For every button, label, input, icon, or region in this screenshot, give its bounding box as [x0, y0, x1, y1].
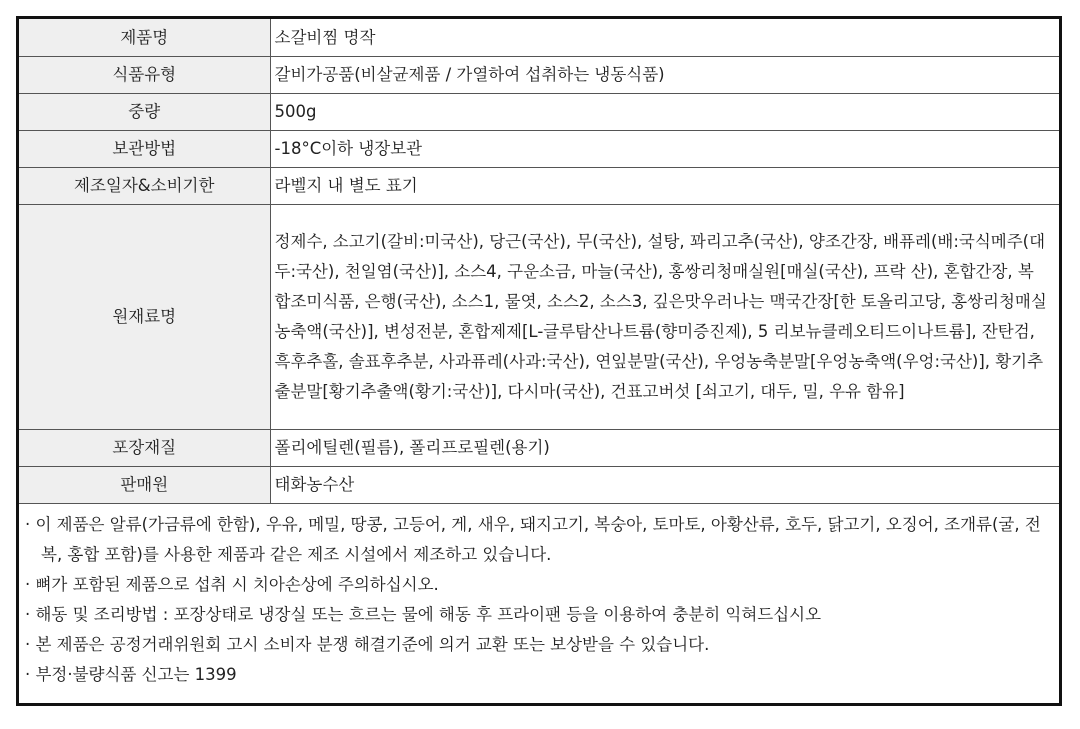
storage-label: 보관방법 [19, 130, 270, 167]
weight-label: 중량 [19, 93, 270, 130]
packaging-label: 포장재질 [19, 429, 270, 466]
notice-cooking-method: · 해동 및 조리방법 : 포장상태로 냉장실 또는 흐르는 물에 해동 후 프라이팬 등을 이용하여 충분히 익혀드십시오 [25, 604, 822, 624]
weight-value: 500g [270, 93, 1059, 130]
packaging-value: 폴리에틸렌(필름), 폴리프로필렌(용기) [270, 429, 1059, 466]
product-name-label: 제품명 [19, 19, 270, 56]
table-row-product-name [19, 19, 1059, 56]
notice-allergen: · 이 제품은 알류(가금류에 한함), 우유, 메밀, 땅콩, 고등어, 게, 새우, 돼지고기, 복숭아, 토마토, 아황산류, 호두, 닭고기, 오징어, 조개류(굴, 전복, 홍합 포함)를 사용한 제품과 같은 제조 시설에서 제조하고 있습니다. [25, 514, 1041, 564]
ingredients-value: 정제수, 소고기(갈비:미국산), 당근(국산), 무(국산), 설탕, 꽈리고추(국산), 양조간장, 배퓨레(배:국식메주(대두:국산), 천일염(국산)], 소스4, 구운소금, 마늘(국산), 홍쌍리청매실원[매실(국산), 프락 산), 혼합간장, 복합조미식품, 은행(국산), 소스1, 물엿, 소스2, 소스3, 깊은맛우러나는 맥국간장[한 토올리고당, 홍쌍리청매실농축액(국산)], 변성전분, 혼합제제[L-글루탐산나트륨(향미증진제), 5 리보뉴클레오티드이나트륨], 잔탄검, 흑후추홀, 솔표후추분, 사과퓨레(사과:국산), 연잎분말(국산), 우엉농축분말[우엉농축액(우엉:국산)], 황기추출분말[황기추출액(황기:국산)], 다시마(국산), 건표고버섯 [쇠고기, 대두, 밀, 우유 함유] [270, 204, 1059, 429]
food-type-label: 식품유형 [19, 56, 270, 93]
food-type-value: 갈비가공품(비살균제품 / 가열하여 섭취하는 냉동식품) [270, 56, 1059, 93]
product-name-value: 소갈비찜 명작 [270, 19, 1059, 56]
dates-value: 라벨지 내 별도 표기 [270, 167, 1059, 204]
notice-bone-warning: · 뼈가 포함된 제품으로 섭취 시 치아손상에 주의하십시오. [25, 574, 439, 594]
notice-compensation: · 본 제품은 공정거래위원회 고시 소비자 분쟁 해결기준에 의거 교환 또는 보상받을 수 있습니다. [25, 634, 710, 654]
table-row-seller [19, 466, 1059, 503]
ingredients-label: 원재료명 [19, 204, 270, 429]
product-info-table [19, 19, 1059, 504]
table-row-dates [19, 167, 1059, 204]
product-info-label [16, 16, 1062, 706]
seller-value: 태화농수산 [270, 466, 1059, 503]
dates-label: 제조일자&소비기한 [19, 167, 270, 204]
storage-value: -18°C이하 냉장보관 [270, 130, 1059, 167]
seller-label: 판매원 [19, 466, 270, 503]
table-row-food-type [19, 56, 1059, 93]
table-row-ingredients [19, 204, 1059, 429]
table-row-storage [19, 130, 1059, 167]
notice-report-hotline: · 부정·불량식품 신고는 1399 [25, 664, 237, 684]
notices-section [19, 504, 1059, 690]
table-row-weight [19, 93, 1059, 130]
table-row-packaging [19, 429, 1059, 466]
